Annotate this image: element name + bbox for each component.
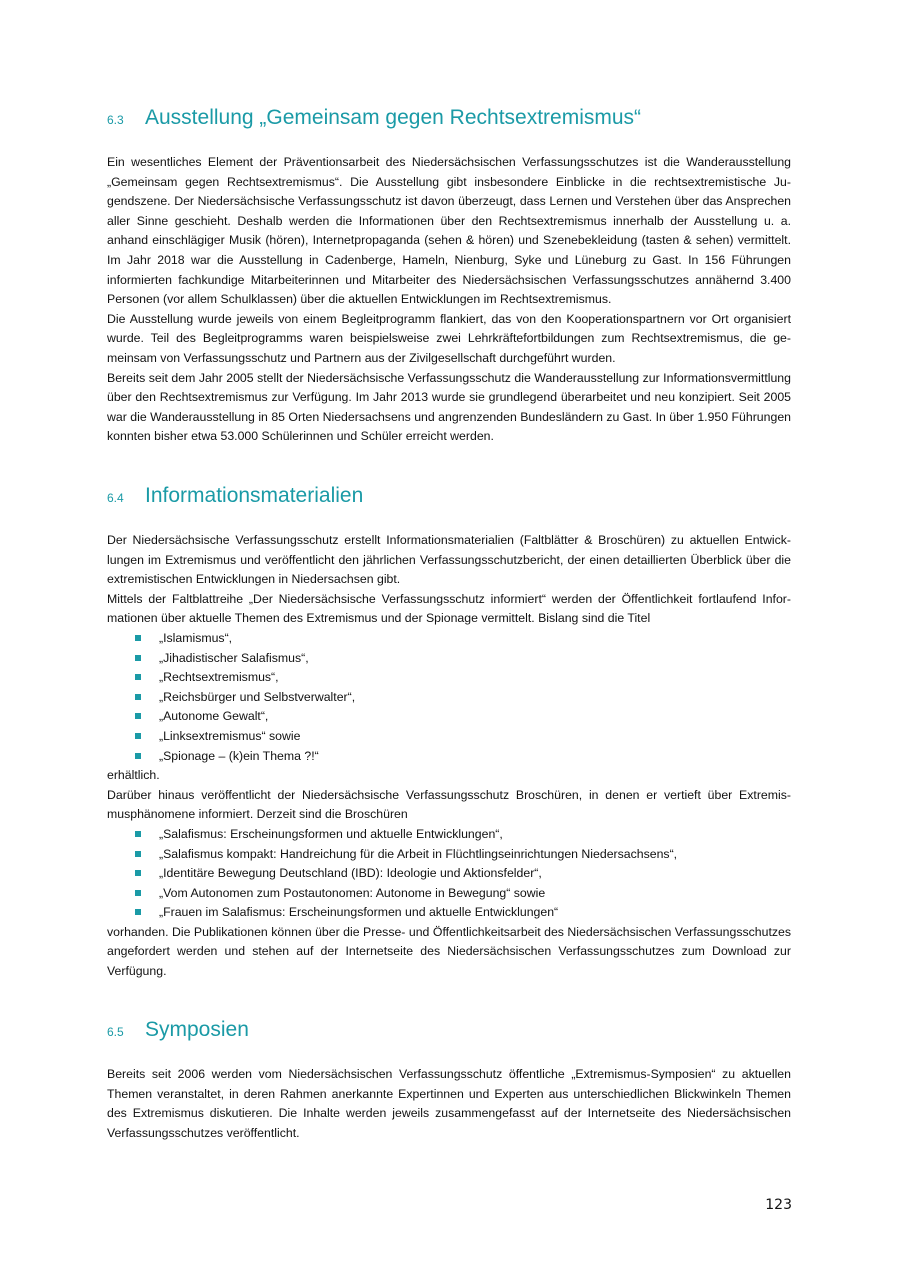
bullet-square-icon [135, 733, 141, 739]
list-item: „Rechtsextremismus“, [107, 668, 791, 688]
section-number: 6.3 [107, 113, 124, 127]
bullet-square-icon [135, 909, 141, 915]
bullet-square-icon [135, 694, 141, 700]
list-item: „Vom Autonomen zum Postautonomen: Autonome in Bewegung“ sowie [107, 884, 791, 904]
list-item: „Linksextremismus“ sowie [107, 727, 791, 747]
page-number: 123 [765, 1197, 792, 1213]
section-body-6-4 [107, 531, 791, 982]
paragraph: vorhanden. Die Publikationen können über die Presse- und Öffentlichkeitsarbeit des Niedersächsischen Verfassungsschutzes angefordert werden und stehen auf der Internetseite des Niedersächsischen Verfassungsschutzes zum Download zur Verfügung. [107, 924, 791, 979]
list-item: „Islamismus“, [107, 629, 791, 649]
brochure-list [107, 825, 791, 923]
section-heading-6-4 [107, 484, 363, 508]
list-item: „Reichsbürger und Selbstverwalter“, [107, 688, 791, 708]
paragraph: Bereits seit dem Jahr 2005 stellt der Niedersächsische Verfassungsschutz die Wanderausstellung zur Informationsvermittlung über den Rechtsextremismus zur Verfügung. Im Jahr 2013 wurde sie grundlegend überarbeitet und neu konzipiert. Seit 2005 war die Wanderausstellung in 85 Orten Niedersachsens und angrenzenden Bundesländern zu Gast. In über 1.950 Führungen konnten bisher etwa 53.000 Schülerinnen und Schüler erreicht werden. [107, 370, 791, 444]
list-item: „Salafismus kompakt: Handreichung für die Arbeit in Flüchtlingseinrichtungen Niedersachsens“, [107, 845, 791, 865]
bullet-square-icon [135, 655, 141, 661]
bullet-square-icon [135, 753, 141, 759]
flyer-list [107, 629, 791, 766]
section-title: Ausstellung „Gemeinsam gegen Rechtsextremismus“ [145, 106, 642, 129]
bullet-square-icon [135, 831, 141, 837]
paragraph: Mittels der Faltblattreihe „Der Niedersächsische Verfassungsschutz informiert“ werden der Öffentlichkeit fortlaufend Informationen über aktuelle Themen des Extremismus und der Spionage vermittelt. Bislang sind die Titel [107, 591, 791, 626]
list-item: „Jihadistischer Salafismus“, [107, 649, 791, 669]
section-heading-6-3 [107, 106, 641, 130]
list-item: „Salafismus: Erscheinungsformen und aktuelle Entwicklungen“, [107, 825, 791, 845]
bullet-square-icon [135, 890, 141, 896]
bullet-square-icon [135, 674, 141, 680]
section-number: 6.5 [107, 1025, 124, 1039]
bullet-square-icon [135, 851, 141, 857]
paragraph: Bereits seit 2006 werden vom Niedersächsischen Verfassungsschutz öffentliche „Extremismus-Symposien“ zu aktuellen Themen veranstaltet, in deren Rahmen anerkannte Expertinnen und Experten aus unterschiedlichen Blickwinkeln Themen des Extremismus diskutieren. Die Inhalte werden jeweils zusammengefasst auf der Internetseite des Niedersächsischen Verfassungsschutzes veröffentlicht. [107, 1067, 791, 1140]
paragraph: erhältlich. [107, 768, 160, 783]
list-item: „Frauen im Salafismus: Erscheinungsformen und aktuelle Entwicklungen“ [107, 903, 791, 923]
section-number: 6.4 [107, 491, 124, 505]
section-body-6-3 [107, 153, 791, 447]
section-heading-6-5 [107, 1018, 249, 1042]
section-title: Informationsmaterialien [145, 484, 364, 507]
paragraph: Der Niedersächsische Verfassungsschutz erstellt Informationsmaterialien (Faltblätter & Broschüren) zu aktuellen Entwicklungen im Extremismus und veröffentlicht den jährlichen Verfassungsschutzbericht, der einen detaillierten Überblick über die extremistischen Entwicklungen in Niedersachsen gibt. [107, 533, 791, 587]
paragraph: Die Ausstellung wurde jeweils von einem Begleitprogramm flankiert, das von den Kooperationspartnern vor Ort organisiert wurde. Teil des Begleitprogramms waren beispielsweise zwei Lehrkräftefortbildungen zum Rechtsextremismus, die gemeinsam von Verfassungsschutz und Partnern aus der Zivilgesellschaft durchgeführt wurden. [107, 311, 791, 365]
bullet-square-icon [135, 635, 141, 641]
list-item: „Identitäre Bewegung Deutschland (IBD): Ideologie und Aktionsfelder“, [107, 864, 791, 884]
bullet-square-icon [135, 870, 141, 876]
list-item: „Autonome Gewalt“, [107, 707, 791, 727]
bullet-square-icon [135, 713, 141, 719]
paragraph: Ein wesentliches Element der Präventionsarbeit des Niedersächsischen Verfassungsschutzes ist die Wanderausstellung „Gemeinsam gegen Rechtsextremismus“. Die Ausstellung gibt insbesondere Einblicke in die rechtsextremistische Jugendszene. Der Niedersächsische Verfassungsschutz ist davon überzeugt, dass Lernen und Verstehen über das Ansprechen aller Sinne geschieht. Deshalb werden die Informationen über den Rechtsextremismus innerhalb der Ausstellung u. a. anhand einschlägiger Musik (hören), Internetpropaganda (sehen & hören) und Szenebekleidung (tasten & sehen) vermittelt. Im Jahr 2018 war die Ausstellung in Cadenberge, Hameln, Nienburg, Syke und Lüneburg zu Gast. In 156 Führungen informierten fachkundige Mitarbeiterinnen und Mitarbeiter des Niedersächsischen Verfassungsschutzes annähernd 3.400 Personen (vor allem Schulklassen) über die aktuellen Entwicklungen im Rechtsextremismus. [107, 155, 791, 307]
list-item: „Spionage – (k)ein Thema ?!“ [107, 747, 791, 767]
section-body-6-5 [107, 1065, 791, 1143]
section-title: Symposien [145, 1018, 249, 1041]
paragraph: Darüber hinaus veröffentlicht der Niedersächsische Verfassungsschutz Broschüren, in denen er vertieft über Extremismusphänomene informiert. Derzeit sind die Broschüren [107, 787, 791, 822]
